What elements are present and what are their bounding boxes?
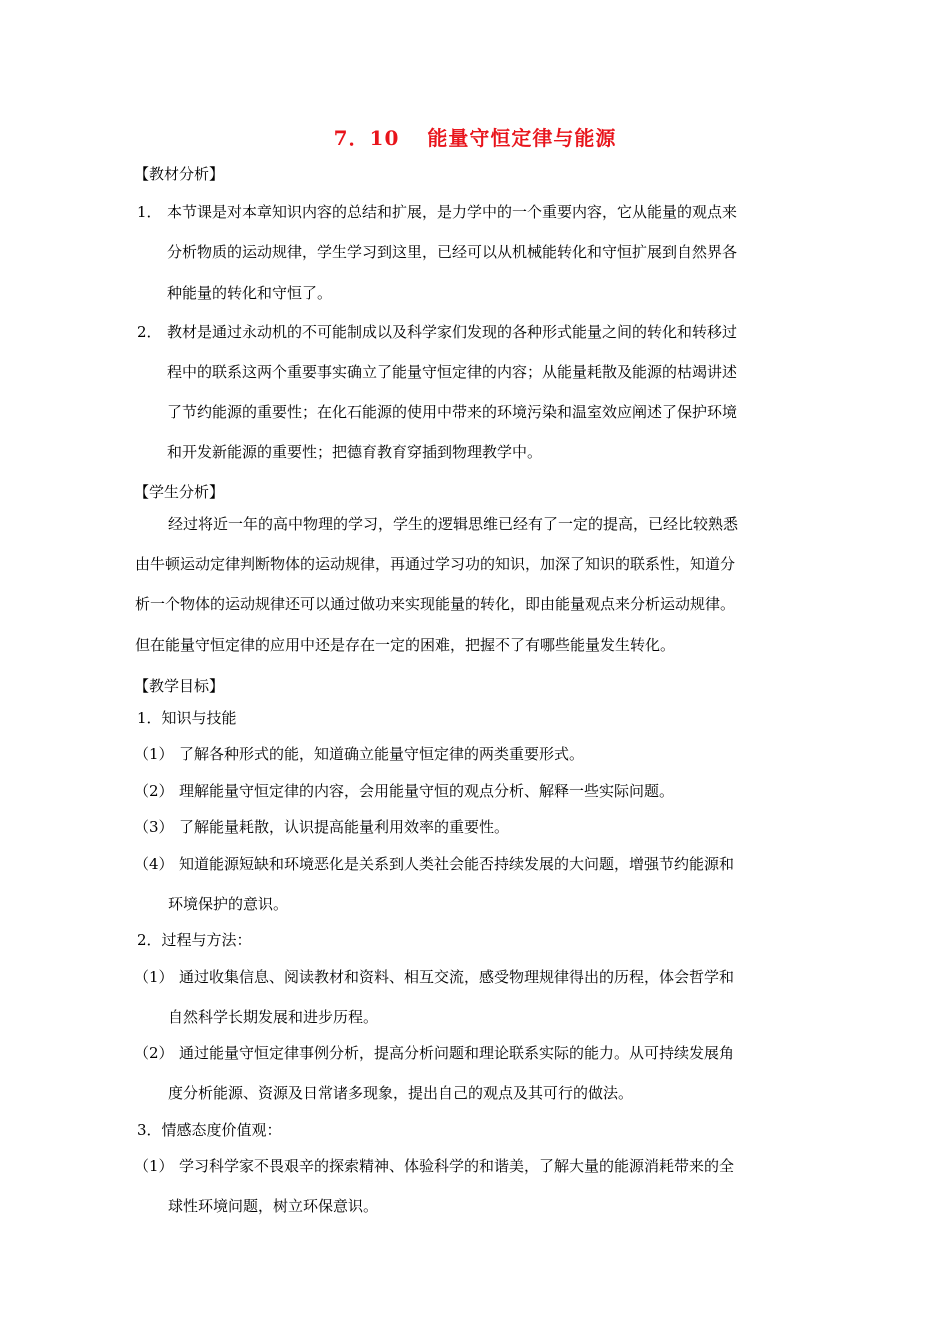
title-text: 能量守恒定律与能源 <box>427 126 617 150</box>
paragraph-line: 了节约能源的重要性；在化石能源的使用中带来的环境污染和温室效应阐述了保护环境 <box>167 403 738 421</box>
goal-group-title: 3．情感态度价值观： <box>137 1121 282 1139</box>
item-number: （2） <box>134 1044 174 1062</box>
paragraph-line: 知道能源短缺和环境恶化是关系到人类社会能否持续发展的大问题，增强节约能源和 <box>179 855 735 873</box>
item-number: （3） <box>134 818 174 836</box>
paragraph-line: 学习科学家不畏艰辛的探索精神、体验科学的和谐美，了解大量的能源消耗带来的全 <box>179 1157 735 1175</box>
item-number: 1． <box>137 203 162 221</box>
title-number: 7．10 <box>333 126 400 150</box>
item-number: 2． <box>137 323 162 341</box>
paragraph-line: 种能量的转化和守恒了。 <box>167 284 333 302</box>
heading-teaching-goals: 【教学目标】 <box>134 677 225 695</box>
paragraph-line: 球性环境问题，树立环保意识。 <box>168 1197 379 1215</box>
paragraph-line: 通过能量守恒定律事例分析，提高分析问题和理论联系实际的能力。从可持续发展角 <box>179 1044 735 1062</box>
goal-group-title: 2．过程与方法： <box>137 931 252 949</box>
paragraph-line: 通过收集信息、阅读教材和资料、相互交流，感受物理规律得出的历程，体会哲学和 <box>179 968 735 986</box>
item-number: （1） <box>134 745 174 763</box>
goal-group-title: 1．知识与技能 <box>137 709 237 727</box>
item-number: （2） <box>134 782 174 800</box>
heading-student-analysis: 【学生分析】 <box>134 483 225 501</box>
paragraph-line: 环境保护的意识。 <box>168 895 289 913</box>
paragraph-line: 本节课是对本章知识内容的总结和扩展，是力学中的一个重要内容，它从能量的观点来 <box>167 203 738 221</box>
paragraph-line: 但在能量守恒定律的应用中还是存在一定的困难，把握不了有哪些能量发生转化。 <box>135 636 676 654</box>
paragraph-line: 教材是通过永动机的不可能制成以及科学家们发现的各种形式能量之间的转化和转移过 <box>167 323 738 341</box>
paragraph-line: 分析物质的运动规律，学生学习到这里，已经可以从机械能转化和守恒扩展到自然界各 <box>167 243 738 261</box>
page-title <box>0 122 950 151</box>
paragraph-line: 理解能量守恒定律的内容，会用能量守恒的观点分析、解释一些实际问题。 <box>179 782 675 800</box>
paragraph-line: 和开发新能源的重要性；把德育教育穿插到物理教学中。 <box>167 443 543 461</box>
paragraph-line: 了解能量耗散，认识提高能量利用效率的重要性。 <box>179 818 510 836</box>
paragraph-line: 由牛顿运动定律判断物体的运动规律，再通过学习功的知识，加深了知识的联系性，知道分 <box>135 555 736 573</box>
paragraph-line: 析一个物体的运动规律还可以通过做功来实现能量的转化，即由能量观点来分析运动规律。 <box>135 595 736 613</box>
item-number: （1） <box>134 1157 174 1175</box>
paragraph-line: 度分析能源、资源及日常诸多现象，提出自己的观点及其可行的做法。 <box>168 1084 634 1102</box>
paragraph-line: 经过将近一年的高中物理的学习，学生的逻辑思维已经有了一定的提高，已经比较熟悉 <box>168 515 739 533</box>
paragraph-line: 了解各种形式的能，知道确立能量守恒定律的两类重要形式。 <box>179 745 585 763</box>
heading-textbook-analysis: 【教材分析】 <box>134 165 225 183</box>
item-number: （1） <box>134 968 174 986</box>
paragraph-line: 自然科学长期发展和进步历程。 <box>168 1008 379 1026</box>
paragraph-line: 程中的联系这两个重要事实确立了能量守恒定律的内容；从能量耗散及能源的枯竭讲述 <box>167 363 738 381</box>
item-number: （4） <box>134 855 174 873</box>
